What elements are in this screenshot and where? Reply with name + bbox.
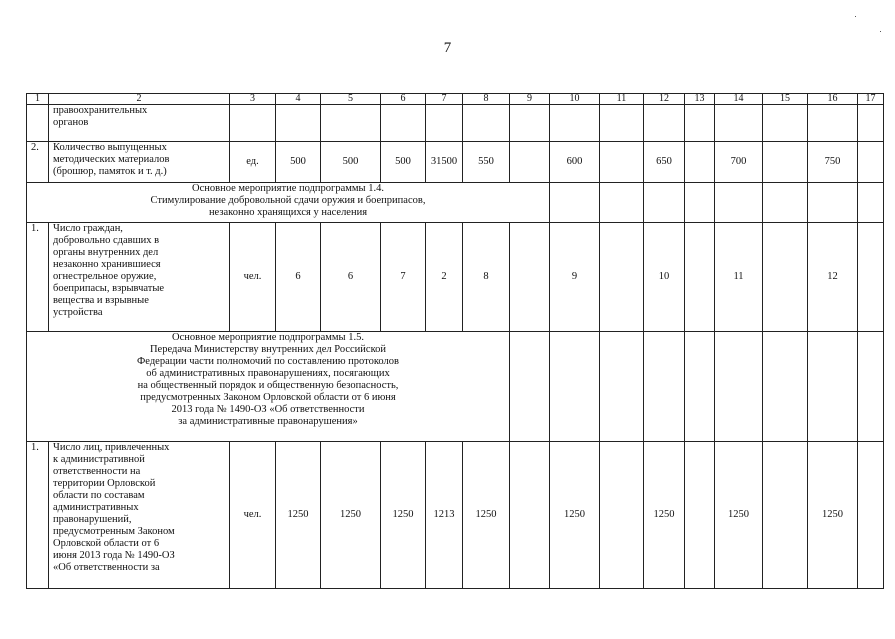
value-cell: 550 xyxy=(463,142,510,183)
value-cell: 2 xyxy=(426,223,463,332)
value-cell xyxy=(510,142,550,183)
value-cell: 7 xyxy=(381,223,426,332)
unit-cell: чел. xyxy=(230,223,276,332)
table-cell xyxy=(550,332,600,442)
table-cell xyxy=(510,105,550,142)
column-header: 7 xyxy=(426,94,463,105)
value-cell xyxy=(858,442,884,589)
indicators-table xyxy=(26,93,884,589)
table-cell xyxy=(763,332,808,442)
section-title: Основное мероприятие подпрограммы 1.5. Передача Министерству внутренних дел Российской Федерации части полномочий по составлению протоколов об административных правонарушениях, посягающих на общественный порядок и общественную безопасность, предусмотренных Законом Орловской области от 6 июня 2013 года № 1490-ОЗ «Об ответственности за административные правонарушения» xyxy=(27,332,510,442)
row-number: 1. xyxy=(27,223,49,332)
column-header: 16 xyxy=(808,94,858,105)
value-cell xyxy=(600,142,644,183)
value-cell xyxy=(600,442,644,589)
table-cell xyxy=(600,183,644,223)
value-cell xyxy=(763,223,808,332)
table-cell xyxy=(600,332,644,442)
column-header: 17 xyxy=(858,94,884,105)
column-header: 9 xyxy=(510,94,550,105)
indicator-name: Число граждан, добровольно сдавших в органы внутренних дел незаконно хранившиеся огнестрельное оружие, боеприпасы, взрывчатые вещества и взрывные устройства xyxy=(49,223,230,332)
value-cell: 11 xyxy=(715,223,763,332)
value-cell: 1250 xyxy=(644,442,685,589)
column-header: 12 xyxy=(644,94,685,105)
table-cell xyxy=(808,105,858,142)
table-cell xyxy=(600,105,644,142)
unit-cell: чел. xyxy=(230,442,276,589)
value-cell: 6 xyxy=(276,223,321,332)
section-title: Основное мероприятие подпрограммы 1.4. Стимулирование добровольной сдачи оружия и боеприпасов, незаконно хранящихся у населения xyxy=(27,183,550,223)
table-cell xyxy=(858,183,884,223)
value-cell xyxy=(685,142,715,183)
table-row xyxy=(27,142,884,183)
value-cell: 500 xyxy=(276,142,321,183)
value-cell: 700 xyxy=(715,142,763,183)
table-row xyxy=(27,442,884,589)
value-cell: 600 xyxy=(550,142,600,183)
table-cell xyxy=(685,105,715,142)
column-header: 10 xyxy=(550,94,600,105)
value-cell: 650 xyxy=(644,142,685,183)
table-row xyxy=(27,223,884,332)
header-row xyxy=(27,94,884,105)
table-cell xyxy=(715,105,763,142)
section-row xyxy=(27,183,884,223)
table-cell xyxy=(685,183,715,223)
section-row xyxy=(27,332,884,442)
value-cell xyxy=(685,442,715,589)
value-cell xyxy=(510,442,550,589)
table-cell xyxy=(550,105,600,142)
column-header: 4 xyxy=(276,94,321,105)
table-cell xyxy=(763,105,808,142)
value-cell: 500 xyxy=(381,142,426,183)
column-header: 14 xyxy=(715,94,763,105)
column-header: 15 xyxy=(763,94,808,105)
table-cell xyxy=(510,332,550,442)
column-header: 6 xyxy=(381,94,426,105)
row-number: 2. xyxy=(27,142,49,183)
table-cell xyxy=(644,332,685,442)
column-header: 5 xyxy=(321,94,381,105)
column-header: 13 xyxy=(685,94,715,105)
table-cell xyxy=(715,332,763,442)
table-cell xyxy=(463,105,510,142)
table-cell xyxy=(550,183,600,223)
value-cell: 1250 xyxy=(715,442,763,589)
value-cell: 1250 xyxy=(276,442,321,589)
table-cell xyxy=(808,332,858,442)
table-cell xyxy=(763,183,808,223)
value-cell: 750 xyxy=(808,142,858,183)
value-cell xyxy=(858,223,884,332)
table-cell xyxy=(230,105,276,142)
value-cell: 31500 xyxy=(426,142,463,183)
value-cell: 1250 xyxy=(550,442,600,589)
table-cell xyxy=(685,332,715,442)
table-cell xyxy=(276,105,321,142)
table-cell xyxy=(381,105,426,142)
table-cell xyxy=(644,183,685,223)
scan-speck xyxy=(880,31,881,32)
unit-cell: ед. xyxy=(230,142,276,183)
indicator-name: правоохранительных органов xyxy=(49,105,230,142)
column-header: 11 xyxy=(600,94,644,105)
value-cell: 1250 xyxy=(463,442,510,589)
value-cell xyxy=(763,442,808,589)
value-cell: 500 xyxy=(321,142,381,183)
value-cell: 1213 xyxy=(426,442,463,589)
indicator-name: Число лиц, привлеченных к административной ответственности на территории Орловской области по составам административных правонарушений, предусмотренным Законом Орловской области от 6 июня 2013 года № 1490-ОЗ «Об ответственности за xyxy=(49,442,230,589)
value-cell: 6 xyxy=(321,223,381,332)
value-cell xyxy=(600,223,644,332)
value-cell: 1250 xyxy=(381,442,426,589)
value-cell: 10 xyxy=(644,223,685,332)
table-cell xyxy=(715,183,763,223)
table-cell xyxy=(321,105,381,142)
value-cell xyxy=(763,142,808,183)
table-cell xyxy=(858,332,884,442)
table-cell xyxy=(426,105,463,142)
table-cell xyxy=(27,105,49,142)
value-cell xyxy=(685,223,715,332)
table-row xyxy=(27,105,884,142)
value-cell: 8 xyxy=(463,223,510,332)
column-header: 1 xyxy=(27,94,49,105)
value-cell: 9 xyxy=(550,223,600,332)
value-cell: 1250 xyxy=(808,442,858,589)
value-cell: 1250 xyxy=(321,442,381,589)
scan-speck xyxy=(855,16,856,17)
value-cell: 12 xyxy=(808,223,858,332)
value-cell xyxy=(858,142,884,183)
table-cell xyxy=(858,105,884,142)
table-cell xyxy=(644,105,685,142)
table-cell xyxy=(808,183,858,223)
value-cell xyxy=(510,223,550,332)
column-header: 2 xyxy=(49,94,230,105)
indicator-name: Количество выпущенных методических материалов (брошюр, памяток и т. д.) xyxy=(49,142,230,183)
page-number: 7 xyxy=(443,40,452,56)
row-number: 1. xyxy=(27,442,49,589)
column-header: 8 xyxy=(463,94,510,105)
column-header: 3 xyxy=(230,94,276,105)
